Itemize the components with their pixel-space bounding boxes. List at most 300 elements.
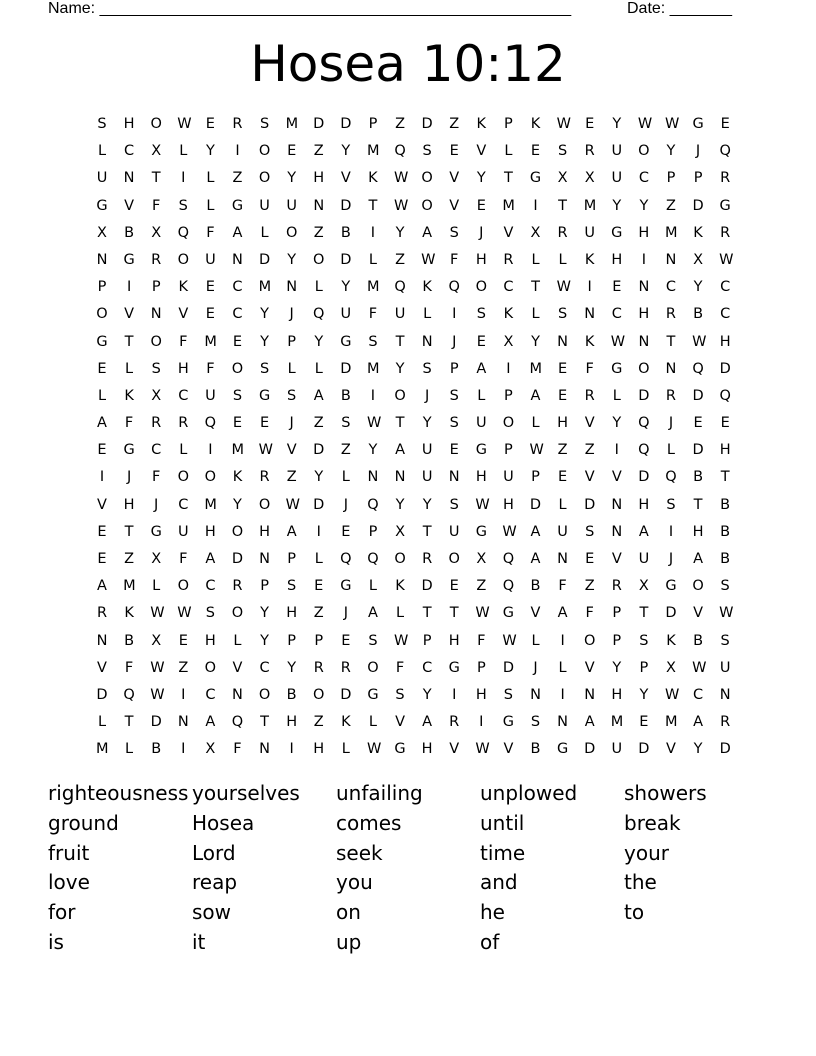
grid-letter: Q [313, 306, 325, 323]
grid-letter: W [366, 415, 382, 432]
grid-letter: F [124, 659, 134, 676]
grid-letter: S [422, 360, 432, 377]
grid-letter: Y [260, 605, 269, 622]
grid-letter: C [693, 686, 704, 703]
grid-letter: R [151, 251, 162, 268]
grid-letter: S [449, 496, 459, 513]
grid-letter: A [584, 714, 595, 731]
grid-letter: P [449, 360, 459, 377]
grid-letter: S [395, 686, 405, 703]
word-list-item: ground [48, 810, 119, 835]
grid-letter: U [638, 551, 650, 567]
grid-letter: O [258, 170, 271, 187]
grid-letter: V [124, 197, 135, 214]
grid-letter: R [665, 306, 676, 323]
grid-letter: E [612, 279, 622, 296]
grid-letter: Q [502, 551, 515, 567]
grid-letter: L [125, 360, 134, 377]
grid-letter: I [235, 143, 240, 160]
grid-letter: O [313, 686, 325, 703]
grid-letter: M [610, 714, 624, 731]
grid-letter: W [285, 496, 300, 513]
grid-letter: Q [719, 387, 731, 404]
grid-letter: G [556, 741, 569, 758]
grid-letter: B [720, 551, 731, 567]
grid-letter: J [424, 387, 430, 404]
grid-letter: I [370, 387, 376, 404]
grid-letter: D [258, 251, 271, 268]
grid-letter: F [233, 741, 242, 758]
grid-letter: N [665, 251, 677, 268]
grid-letter: E [178, 632, 188, 649]
grid-letter: E [232, 333, 243, 350]
grid-letter: X [693, 251, 704, 268]
grid-letter: Y [666, 143, 676, 160]
word-list-item: yourselves [192, 781, 300, 805]
grid-letter: L [314, 551, 323, 567]
grid-letter: O [394, 387, 406, 404]
grid-letter: D [665, 605, 677, 622]
grid-letter: I [181, 170, 186, 187]
grid-letter: L [314, 360, 323, 377]
grid-letter: L [97, 714, 107, 731]
grid-letter: W [150, 659, 165, 676]
grid-letter: R [611, 578, 622, 595]
word-list-item: love [48, 870, 90, 895]
grid-letter: L [97, 143, 107, 160]
grid-letter: N [96, 251, 108, 268]
grid-letter: T [666, 333, 676, 350]
grid-letter: F [179, 551, 188, 567]
grid-letter: W [692, 659, 707, 676]
grid-letter: Y [422, 686, 432, 703]
grid-letter: Z [124, 551, 135, 567]
grid-letter: E [530, 143, 541, 160]
grid-letter: Y [287, 251, 297, 268]
word-list-item: righteousness [48, 781, 189, 805]
grid-letter: K [584, 333, 595, 350]
grid-letter: N [394, 469, 406, 486]
grid-letter: G [611, 360, 623, 377]
grid-letter: O [692, 578, 704, 595]
grid-letter: O [285, 224, 298, 241]
grid-letter: I [452, 306, 457, 323]
date-field: Date: _______ [627, 0, 732, 17]
grid-letter: P [368, 523, 378, 540]
grid-letter: C [178, 387, 189, 404]
word-list-item: break [624, 810, 681, 835]
grid-letter: Y [260, 632, 269, 649]
grid-letter: G [475, 523, 487, 540]
grid-letter: R [232, 578, 243, 595]
grid-letter: R [422, 551, 433, 567]
grid-letter: I [560, 632, 565, 649]
grid-letter: K [666, 632, 676, 649]
grid-letter: Q [394, 143, 406, 160]
word-list-item: the [624, 870, 657, 895]
grid-letter: C [665, 279, 677, 296]
grid-letter: O [231, 360, 244, 377]
word-list-item: up [336, 929, 362, 954]
grid-letter: X [97, 224, 107, 241]
grid-letter: A [313, 387, 324, 404]
grid-letter: V [503, 741, 514, 758]
grid-letter: I [181, 686, 186, 703]
grid-letter: E [720, 415, 730, 432]
grid-letter: U [421, 442, 433, 459]
grid-letter: L [125, 741, 134, 758]
grid-letter: H [638, 306, 650, 323]
grid-letter: M [366, 143, 380, 160]
grid-letter: H [286, 714, 298, 731]
grid-letter: Y [233, 496, 242, 513]
grid-letter: L [531, 415, 540, 432]
grid-letter: X [151, 551, 162, 567]
grid-letter: I [506, 360, 511, 377]
grid-letter: M [123, 578, 136, 595]
grid-letter: S [205, 605, 215, 622]
grid-letter: E [205, 279, 215, 296]
grid-letter: G [502, 714, 515, 731]
grid-letter: I [668, 523, 674, 540]
grid-letter: K [503, 306, 514, 323]
grid-letter: G [150, 523, 162, 540]
grid-letter: D [692, 387, 704, 404]
grid-letter: Z [178, 659, 189, 676]
grid-letter: U [584, 224, 595, 241]
grid-letter: W [664, 116, 680, 132]
grid-letter: F [368, 306, 378, 323]
grid-letter: T [693, 496, 703, 513]
grid-letter: N [150, 306, 162, 323]
grid-letter: Y [368, 442, 378, 459]
grid-letter: C [720, 279, 731, 296]
grid-letter: O [638, 143, 650, 160]
grid-letter: Y [612, 659, 622, 676]
grid-letter: H [123, 496, 135, 513]
grid-letter: Y [395, 224, 405, 241]
grid-letter: N [638, 333, 650, 350]
grid-letter: G [529, 170, 542, 187]
grid-letter: O [421, 197, 433, 214]
grid-letter: M [529, 360, 543, 377]
grid-letter: O [150, 333, 162, 350]
grid-letter: W [719, 605, 734, 622]
grid-letter: D [421, 116, 433, 132]
grid-letter: S [557, 143, 568, 160]
grid-letter: O [177, 251, 189, 268]
grid-letter: U [611, 143, 623, 160]
grid-letter: Z [476, 578, 487, 595]
grid-letter: E [449, 578, 459, 595]
grid-letter: Y [260, 333, 269, 350]
grid-letter: G [123, 442, 135, 459]
grid-letter: V [395, 714, 405, 731]
grid-letter: O [448, 551, 460, 567]
grid-letter: T [449, 605, 459, 622]
grid-letter: D [313, 442, 325, 459]
grid-letter: N [286, 279, 298, 296]
grid-letter: S [259, 116, 270, 132]
grid-letter: J [289, 415, 294, 432]
grid-letter: A [367, 605, 378, 622]
grid-letter: G [502, 605, 515, 622]
word-list-item: sow [192, 900, 232, 925]
word-list-item: it [192, 929, 206, 954]
grid-letter: W [366, 741, 382, 758]
grid-letter: H [475, 686, 487, 703]
grid-letter: A [232, 224, 243, 241]
grid-letter: R [503, 251, 514, 268]
grid-letter: P [314, 632, 324, 649]
grid-letter: S [259, 360, 270, 377]
word-list-item: fruit [48, 840, 90, 865]
grid-letter: H [611, 251, 623, 268]
grid-letter: M [285, 116, 299, 132]
grid-letter: R [665, 387, 676, 404]
grid-letter: F [585, 360, 594, 377]
grid-letter: N [665, 360, 677, 377]
grid-letter: Z [449, 116, 460, 132]
grid-letter: L [666, 442, 676, 459]
grid-letter: O [204, 659, 217, 676]
grid-letter: K [124, 387, 134, 404]
grid-letter: V [97, 496, 107, 513]
grid-letter: Z [584, 442, 595, 459]
grid-letter: Y [314, 333, 324, 350]
grid-letter: V [503, 224, 514, 241]
grid-letter: X [151, 632, 162, 649]
grid-letter: W [177, 605, 192, 622]
grid-letter: H [448, 632, 460, 649]
grid-letter: D [692, 442, 704, 459]
grid-letter: U [259, 197, 270, 214]
grid-letter: Z [286, 469, 297, 486]
grid-letter: E [97, 523, 107, 540]
grid-letter: J [695, 143, 701, 160]
grid-letter: L [531, 632, 540, 649]
grid-letter: C [232, 306, 243, 323]
grid-letter: G [692, 116, 704, 132]
grid-letter: G [96, 333, 108, 350]
grid-letter: D [340, 360, 352, 377]
header-line [48, 0, 748, 20]
grid-letter: K [178, 279, 189, 296]
grid-letter: P [504, 387, 513, 404]
grid-letter: V [178, 306, 189, 323]
grid-letter: L [179, 143, 188, 160]
grid-letter: U [205, 251, 216, 268]
grid-letter: Y [476, 170, 486, 187]
word-list-item: for [48, 900, 76, 925]
grid-letter: S [368, 632, 378, 649]
grid-letter: D [150, 714, 162, 731]
grid-letter: W [394, 170, 409, 187]
grid-letter: G [96, 197, 108, 214]
grid-letter: B [124, 632, 135, 649]
grid-letter: N [638, 279, 650, 296]
grid-letter: N [177, 714, 189, 731]
grid-letter: V [611, 469, 622, 486]
grid-letter: B [151, 741, 162, 758]
grid-letter: N [232, 686, 243, 703]
grid-letter: H [259, 523, 271, 540]
grid-letter: P [612, 605, 622, 622]
letter-grid [96, 111, 746, 764]
grid-letter: L [531, 306, 540, 323]
grid-letter: X [151, 143, 162, 160]
grid-letter: M [96, 741, 109, 758]
grid-letter: X [476, 551, 487, 567]
grid-letter: S [422, 143, 432, 160]
grid-letter: T [395, 415, 405, 432]
grid-letter: W [394, 197, 409, 214]
grid-letter: C [611, 306, 622, 323]
grid-letter: P [422, 632, 432, 649]
word-list-item: unplowed [480, 781, 578, 805]
grid-letter: W [150, 605, 165, 622]
grid-letter: X [395, 523, 405, 540]
grid-letter: P [287, 551, 297, 567]
grid-letter: J [154, 496, 159, 513]
grid-letter: S [368, 333, 378, 350]
grid-letter: Y [612, 116, 622, 132]
grid-letter: O [502, 415, 515, 432]
grid-letter: C [151, 442, 162, 459]
grid-letter: T [503, 170, 513, 187]
grid-letter: S [557, 306, 568, 323]
grid-letter: W [637, 116, 653, 132]
grid-letter: P [368, 116, 378, 132]
grid-letter: E [287, 143, 297, 160]
grid-letter: V [232, 659, 243, 676]
grid-letter: I [587, 279, 592, 296]
grid-letter: J [668, 551, 674, 567]
grid-letter: D [340, 197, 352, 214]
grid-letter: U [719, 659, 731, 676]
word-list-item: and [480, 870, 518, 895]
grid-letter: C [638, 170, 649, 187]
grid-letter: E [259, 415, 270, 432]
grid-letter: V [584, 469, 595, 486]
grid-letter: A [530, 551, 541, 567]
grid-letter: Q [638, 442, 650, 459]
grid-letter: T [368, 197, 378, 214]
grid-letter: T [151, 170, 161, 187]
grid-letter: Y [693, 741, 703, 758]
grid-letter: I [370, 224, 376, 241]
grid-letter: V [584, 415, 595, 432]
grid-letter: X [503, 333, 514, 350]
grid-letter: G [123, 251, 135, 268]
grid-letter: L [341, 741, 350, 758]
grid-letter: D [692, 197, 704, 214]
grid-letter: M [366, 279, 380, 296]
grid-letter: F [477, 632, 486, 649]
grid-letter: Z [313, 714, 324, 731]
grid-letter: E [341, 632, 351, 649]
grid-letter: R [178, 415, 189, 432]
grid-letter: D [638, 741, 650, 758]
grid-letter: E [97, 442, 107, 459]
grid-letter: R [720, 714, 731, 731]
grid-letter: V [611, 551, 622, 567]
grid-letter: E [476, 197, 486, 214]
grid-letter: A [693, 551, 704, 567]
grid-letter: K [341, 714, 351, 731]
grid-letter: Y [395, 496, 405, 513]
grid-letter: E [97, 360, 107, 377]
grid-letter: V [449, 197, 460, 214]
word-list-item: on [336, 900, 361, 925]
grid-letter: V [666, 741, 676, 758]
grid-letter: C [205, 686, 216, 703]
grid-letter: S [287, 578, 297, 595]
grid-letter: E [232, 415, 243, 432]
grid-letter: L [341, 469, 350, 486]
grid-letter: M [231, 442, 244, 459]
grid-letter: V [286, 442, 297, 459]
grid-letter: M [204, 333, 217, 350]
grid-letter: B [286, 686, 297, 703]
grid-letter: R [720, 170, 731, 187]
grid-letter: X [151, 387, 162, 404]
grid-letter: W [692, 333, 707, 350]
grid-letter: D [638, 387, 650, 404]
grid-letter: I [614, 442, 619, 459]
grid-letter: V [449, 741, 460, 758]
grid-letter: D [584, 496, 596, 513]
grid-letter: D [231, 551, 244, 567]
grid-letter: Z [666, 197, 676, 214]
grid-letter: W [556, 279, 571, 296]
grid-letter: H [204, 523, 216, 540]
grid-letter: T [395, 333, 405, 350]
grid-letter: B [693, 632, 704, 649]
word-list-item: until [480, 810, 525, 835]
grid-letter: O [258, 496, 271, 513]
grid-letter: X [638, 578, 649, 595]
grid-letter: Y [612, 197, 622, 214]
grid-letter: I [126, 279, 132, 296]
grid-letter: K [422, 279, 432, 296]
grid-letter: B [340, 387, 351, 404]
grid-letter: T [124, 523, 134, 540]
grid-letter: O [313, 251, 325, 268]
grid-letter: Y [287, 170, 297, 187]
grid-letter: A [530, 523, 541, 540]
word-list-item: unfailing [336, 781, 423, 805]
grid-letter: W [664, 686, 680, 703]
grid-letter: C [259, 659, 270, 676]
grid-letter: S [287, 387, 297, 404]
word-list-item: time [480, 840, 526, 865]
word-list-item: showers [624, 781, 707, 805]
grid-letter: P [287, 333, 297, 350]
grid-letter: M [583, 197, 597, 214]
grid-letter: W [150, 686, 165, 703]
grid-letter: D [340, 686, 352, 703]
grid-letter: N [232, 251, 243, 268]
grid-letter: Y [422, 496, 432, 513]
grid-letter: U [286, 197, 297, 214]
word-list-item: he [480, 900, 505, 925]
grid-letter: Y [639, 686, 649, 703]
grid-letter: D [340, 251, 352, 268]
grid-letter: G [340, 333, 352, 350]
grid-letter: C [720, 306, 731, 323]
grid-letter: Z [313, 143, 324, 160]
